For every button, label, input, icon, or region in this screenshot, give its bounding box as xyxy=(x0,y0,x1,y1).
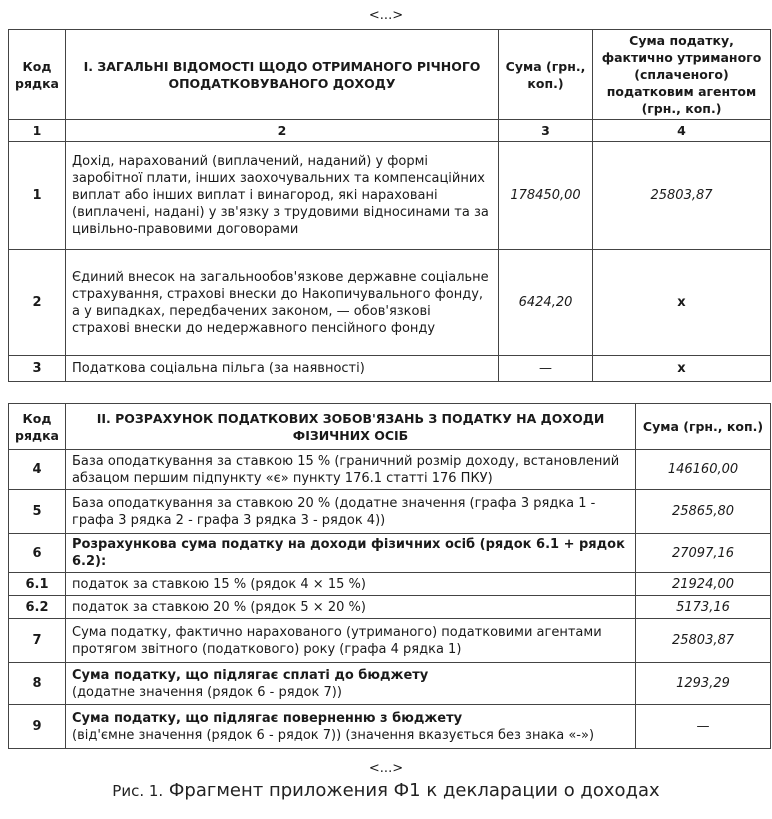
row-sum: 5173,16 xyxy=(636,596,771,619)
table-row xyxy=(9,705,771,749)
row-code: 6.1 xyxy=(9,573,66,596)
table-row xyxy=(9,250,771,356)
row-sum: 21924,00 xyxy=(636,573,771,596)
row-code: 9 xyxy=(9,705,66,749)
row-sum: 27097,16 xyxy=(636,534,771,573)
row-description xyxy=(66,663,636,705)
col-header-section: ІІ. РОЗРАХУНОК ПОДАТКОВИХ ЗОБОВ'ЯЗАНЬ З ПОДАТКУ НА ДОХОДИ ФІЗИЧНИХ ОСІБ xyxy=(66,404,636,450)
row-code: 6 xyxy=(9,534,66,573)
col-number: 3 xyxy=(499,120,593,142)
table1-header-row xyxy=(9,30,771,120)
table-row xyxy=(9,490,771,534)
row-description: Єдиний внесок на загальнообов'язкове державне соціальне страхування, страхові внески до Накопичувального фонду, а у випадках, передбачених законом, — обов'язкові страхові внески до недержавного пенсійного фонду xyxy=(66,250,499,356)
row-description-title: Сума податку, що підлягає поверненню з бюджету xyxy=(72,710,463,726)
row-code: 6.2 xyxy=(9,596,66,619)
row-code: 5 xyxy=(9,490,66,534)
row-description: Сума податку, фактично нарахованого (утриманого) податковими агентами протягом звітного (податкового) року (графа 4 рядка 1) xyxy=(66,619,636,663)
row-sum: 6424,20 xyxy=(499,250,593,356)
row-code: 7 xyxy=(9,619,66,663)
row-sum: — xyxy=(636,705,771,749)
figure-caption xyxy=(0,780,772,802)
row-description: податок за ставкою 20 % (рядок 5 × 20 %) xyxy=(66,596,636,619)
table-row xyxy=(9,663,771,705)
col-header-section: І. ЗАГАЛЬНІ ВІДОМОСТІ ЩОДО ОТРИМАНОГО РІЧНОГО ОПОДАТКОВУВАНОГО ДОХОДУ xyxy=(66,30,499,120)
general-info-table xyxy=(8,29,771,382)
table-row xyxy=(9,534,771,573)
row-description xyxy=(66,705,636,749)
row-tax: 25803,87 xyxy=(593,142,771,250)
col-header-sum: Сума (грн., коп.) xyxy=(499,30,593,120)
row-code: 4 xyxy=(9,450,66,490)
row-description-note: (від'ємне значення (рядок 6 - рядок 7)) (значення вказується без знака «-») xyxy=(72,727,595,743)
ellipsis-bottom: <...> xyxy=(368,761,404,776)
caption-text: Фрагмент приложения Ф1 к декларации о доходах xyxy=(168,780,660,801)
table-row xyxy=(9,619,771,663)
row-description: податок за ставкою 15 % (рядок 4 × 15 %) xyxy=(66,573,636,596)
ellipsis-top: <...> xyxy=(368,8,404,23)
row-tax: x xyxy=(593,250,771,356)
row-sum: — xyxy=(499,356,593,382)
row-description: Податкова соціальна пільга (за наявності) xyxy=(66,356,499,382)
column-numbers-row xyxy=(9,120,771,142)
row-code: 1 xyxy=(9,142,66,250)
table-row xyxy=(9,596,771,619)
row-sum: 25803,87 xyxy=(636,619,771,663)
row-description: Дохід, нарахований (виплачений, наданий) у формі заробітної плати, інших заохочувальних та компенсаційних виплат або інших виплат і винагород, які нараховані (виплачені, надані) у зв'язку з трудовими відносинами та за цивільно-правовими договорами xyxy=(66,142,499,250)
col-number: 1 xyxy=(9,120,66,142)
col-header-code: Код рядка xyxy=(9,30,66,120)
caption-label: Рис. 1. xyxy=(112,782,164,800)
tax-calculation-table xyxy=(8,403,771,749)
row-description: База оподаткування за ставкою 15 % (граничний розмір доходу, встановлений абзацом першим підпункту «є» пункту 176.1 статті 176 ПКУ) xyxy=(66,450,636,490)
row-tax: x xyxy=(593,356,771,382)
row-sum: 178450,00 xyxy=(499,142,593,250)
row-sum: 146160,00 xyxy=(636,450,771,490)
row-code: 8 xyxy=(9,663,66,705)
row-description-title: Сума податку, що підлягає сплаті до бюджету xyxy=(72,667,429,683)
table2-header-row xyxy=(9,404,771,450)
col-header-tax: Сума податку, фактично утриманого (сплаченого) податковим агентом (грн., коп.) xyxy=(593,30,771,120)
table-row xyxy=(9,142,771,250)
col-header-sum: Сума (грн., коп.) xyxy=(636,404,771,450)
row-sum: 25865,80 xyxy=(636,490,771,534)
row-description-note: (додатне значення (рядок 6 - рядок 7)) xyxy=(72,684,342,700)
row-code: 2 xyxy=(9,250,66,356)
row-description: База оподаткування за ставкою 20 % (додатне значення (графа 3 рядка 1 - графа 3 рядка 2 - графа 3 рядка 3 - рядок 4)) xyxy=(66,490,636,534)
col-number: 4 xyxy=(593,120,771,142)
col-number: 2 xyxy=(66,120,499,142)
table-row xyxy=(9,450,771,490)
row-description: Розрахункова сума податку на доходи фізичних осіб (рядок 6.1 + рядок 6.2): xyxy=(66,534,636,573)
table-row xyxy=(9,573,771,596)
row-code: 3 xyxy=(9,356,66,382)
table-row xyxy=(9,356,771,382)
col-header-code: Код рядка xyxy=(9,404,66,450)
row-sum: 1293,29 xyxy=(636,663,771,705)
